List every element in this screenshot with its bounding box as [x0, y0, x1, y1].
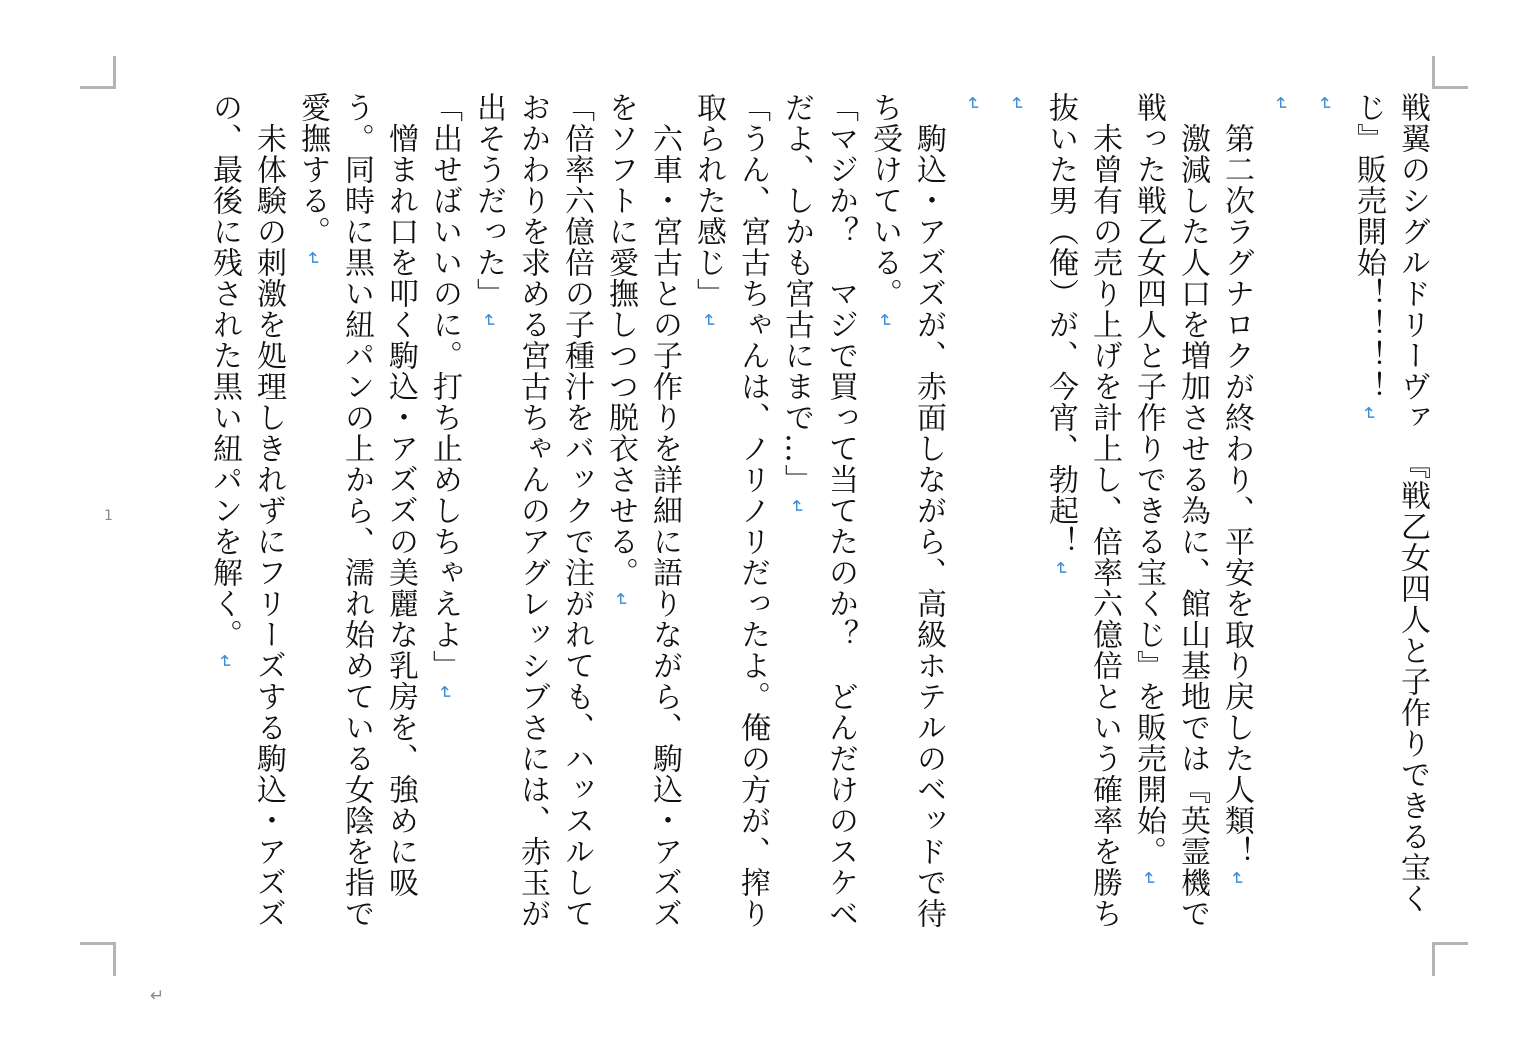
paragraph-mark-icon: ↵ [1138, 871, 1159, 888]
paragraph-text: 憎まれ口を叩く駒込・アズズの美麗な乳房を、強めに吸う。同時に黒い紐パンの上から、濡れ始めている女陰を指で愛撫する。 [295, 92, 418, 929]
paragraph [1126, 92, 1214, 957]
paragraph-text: 「出せばいいのに。打ち止めしちゃえよ」 [427, 92, 462, 681]
paragraph [950, 92, 994, 122]
paragraph [290, 92, 422, 957]
paragraph-text: 未曾有の売り上げを計上し、倍率六億倍という確率を勝ち抜いた男（俺）が、今宵、勃起！ [1043, 92, 1122, 929]
paragraph [422, 92, 466, 957]
paragraph [1258, 92, 1302, 122]
paragraph [466, 92, 598, 957]
paragraph [598, 92, 686, 957]
paragraph [202, 92, 290, 957]
paragraph-text: 激減した人口を増加させる為に、館山基地では『英霊機で戦った戦乙女四人と子作りできる宝くじ』を販売開始。 [1131, 92, 1210, 929]
paragraph [994, 92, 1038, 122]
paragraph-mark-icon: ↵ [1050, 561, 1071, 578]
paragraph [774, 92, 862, 957]
paragraph-text: 「うん、宮古ちゃんは、ノリノリだったよ。俺の方が、搾り取られた感じ」 [691, 92, 770, 929]
paragraph-text: 「マジか？ マジで買って当てたのか？ どんだけのスケベだよ、しかも宮古にまで…」 [779, 92, 858, 929]
page-number: 1 [104, 508, 113, 524]
paragraph-mark-icon: ↵ [874, 313, 895, 330]
paragraph-mark-icon: ↵ [610, 592, 631, 609]
paragraph-mark-icon: ↵ [962, 96, 983, 113]
paragraph-text: 六車・宮古との子作りを詳細に語りながら、駒込・アズズをソフトに愛撫しつつ脱衣させる。 [603, 92, 682, 929]
paragraph-mark-icon: ↵ [214, 654, 235, 671]
end-of-document-mark: ↵ [150, 986, 165, 1006]
paragraph-text: 第二次ラグナロクが終わり、平安を取り戻した人類！ [1219, 92, 1254, 867]
paragraph-mark-icon: ↵ [1314, 96, 1335, 113]
document-body[interactable] [14, 92, 1434, 957]
paragraph-mark-icon: ↵ [786, 499, 807, 516]
paragraph [686, 92, 774, 957]
paragraph-mark-icon: ↵ [478, 313, 499, 330]
paragraph [862, 92, 950, 957]
paragraph-text: 「倍率六億倍の子種汁をバックで注がれても、ハッスルしておかわりを求める宮古ちゃんのアグレッシブさには、赤玉が出そうだった」 [471, 92, 594, 929]
crop-mark-top-left-h [80, 86, 116, 89]
paragraph-mark-icon: ↵ [698, 313, 719, 330]
paragraph [1302, 92, 1346, 122]
crop-mark-top-right-h [1432, 86, 1468, 89]
paragraph-mark-icon: ↵ [302, 251, 323, 268]
paragraph-text: 駒込・アズズが、赤面しながら、高級ホテルのベッドで待ち受けている。 [867, 92, 946, 929]
crop-mark-top-right-v [1432, 56, 1435, 89]
paragraph [1038, 92, 1126, 957]
paragraph [1346, 92, 1434, 957]
paragraph-text: 未体験の刺激を処理しきれずにフリーズする駒込・アズズの、最後に残された黒い紐パンを解く。 [207, 92, 286, 929]
crop-mark-bottom-right-h [1432, 942, 1468, 945]
paragraph-mark-icon: ↵ [1358, 406, 1379, 423]
paragraph-mark-icon: ↵ [434, 685, 455, 702]
paragraph-mark-icon: ↵ [1270, 96, 1291, 113]
paragraph-text: 戦翼のシグルドリーヴァ 『戦乙女四人と子作りできる宝くじ』販売開始！！！！ [1351, 92, 1430, 914]
paragraph [1214, 92, 1258, 957]
paragraph-mark-icon: ↵ [1226, 871, 1247, 888]
paragraph-mark-icon: ↵ [1006, 96, 1027, 113]
crop-mark-top-left-v [113, 56, 116, 89]
